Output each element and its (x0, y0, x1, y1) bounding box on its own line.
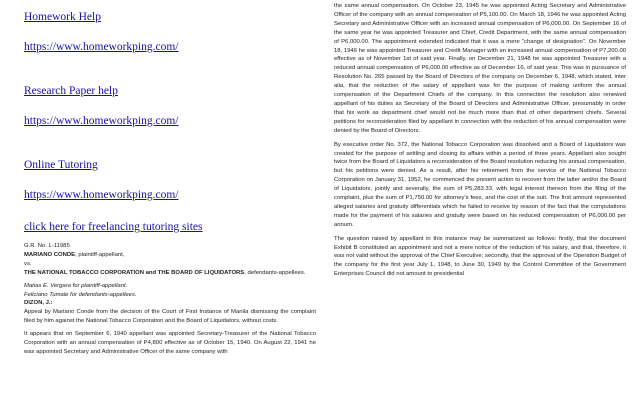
left-column (24, 10, 316, 357)
research-paper-url-link[interactable]: https://www.homeworkping.com/ (24, 115, 179, 127)
plaintiff-role: , plaintiff-appellant, (75, 251, 125, 258)
homework-help-link[interactable]: Homework Help (24, 11, 101, 23)
case-versus: vs. (24, 260, 32, 267)
case-defendants-line (24, 269, 316, 278)
counsel-defendant: Feliciano Tumale for defendants-appellees. (24, 291, 137, 298)
homework-help-url-link[interactable]: https://www.homeworkping.com/ (24, 41, 179, 53)
defendants-name: THE NATIONAL TOBACCO CORPORATION and THE BOARD OF LIQUIDATORS (24, 269, 245, 276)
link-group-homework (24, 10, 316, 54)
online-tutoring-url-link[interactable]: https://www.homeworkping.com/ (24, 189, 179, 201)
right-paragraph-1: the same annual compensation. On October 23, 1945 he was appointed Acting Secretary and Administrative Officer of the company with an annual compensation of P5,100.00. On March 18, 1946 he was appointed Acting Secretary and Administrative Officer with an increased annual compensation of P6,000.00. On September 16 of the same year he was appointed Treasurer and Chief, Credit Department, with the same annual compensation of P6,000.00. The appointment extended indicated that it was a mere "change of designation". On November 18, 1946 he was appointed Treasurer and Credit Manager with an increased annual compensation of P7,200.00 effective as of November 1st of said year. Finally, on December 21, 1948 he was appointed Treasurer with a reduced annual compensation of P6,000.00 effective as of December 16, of said year. This was in pursuance of Resolution No. 265 passed by the Board of Directors of the company on December 6, 1948, which stated, inter alia, that the reduction of the salary of appellant was for the purpose of making uniform the annual compensation of the Department Chiefs of the company. In this connection the resolution also renewed appellant of his duties as Secretary of the Board of Directors and Administrative Officer, presumably in order that his work as department chief would not be much more than that of other department chiefs. Several petitions for reconsideration filed by appellant in connection with the reduction of his annual compensation were denied by the Board of Directors. (334, 3, 626, 134)
case-plaintiff-line (24, 251, 316, 260)
counsel-plaintiff: Matias E. Vergara for plaintiff-appellant. (24, 282, 128, 289)
defendants-role: , defendants-appellees. (244, 269, 306, 276)
right-paragraph-2: By executive order No. 372, the National Tobacco Corporation was dissolved and a Board of Liquidators was created for the purpose of settling and closing its affairs within a period of three years. Appellant also sought twice from the Board of Liquidators a reconsideration of the Board resolution reducing his annual compensation, but his petitions were denied. As a result, after his retirement from the service of the National Tobacco Corporation on January 31, 1952, he commenced the present action to recover from the latter and/or the Board of Liquidators, jointly and severally, the sum of P5,283.33, with legal interest thereon from the filing of the complaint, plus the sum of P1,750.00 for attorney's fees, and the cost of the suit. The first amount represented alleged salaries and gratuity differentials which he failed to receive by reason of the fact that the computations made for the payment of his salaries and gratuity were based on his reduced compensation of P6,000.00 per annum. (334, 141, 626, 228)
freelancing-tutoring-link[interactable]: click here for freelancing tutoring sites (24, 221, 203, 233)
plaintiff-name: MARIANO CONDE (24, 251, 76, 258)
right-paragraph-3: The question raised by appellant in this instance may be summarized as follows: firstly, that the document Exhibit B constituted an appointment and not a mere notice of the reduction of his salary, and that, therefore, it was not valid without the approval of the Chief Executive; secondly, that the approval of the Operation Budget of the company for the first year July 1, 1948, to June 30, 1949 by the Control Committee of the Government Enterprises Council did not amount to presidential (334, 235, 626, 278)
case-paragraph-2: It appears that on September 6, 1940 appellant was appointed Secretary-Treasurer of the National Tobacco Corporation with an annual compensation of P4,800 effective as of October 15, 1940. On August 22, 1941 he was appointed Secretary and Administrative Officer of the same company with (24, 331, 316, 355)
research-paper-help-link[interactable]: Research Paper help (24, 85, 118, 97)
link-group-tutoring (24, 158, 316, 202)
case-paragraph-1: Appeal by Mariano Conde from the decision of the Court of First Instance of Manila dismissing the complaint filed by him against the National Tobacco Corporation and the Board of Liquidators, without costs. (24, 309, 316, 325)
case-gr-number: G.R. No. L-11985 (24, 243, 70, 249)
online-tutoring-link[interactable]: Online Tutoring (24, 159, 98, 171)
link-group-research (24, 84, 316, 128)
right-column (334, 2, 626, 279)
justice-heading: DIZON, J.: (24, 300, 53, 307)
